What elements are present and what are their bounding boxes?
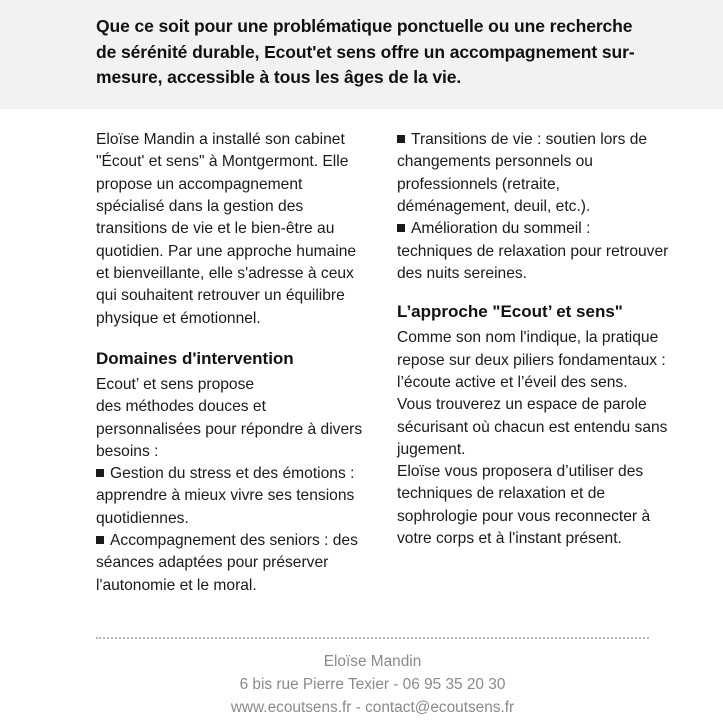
bullet-square-icon bbox=[96, 536, 104, 544]
left-section-intro-line2: des méthodes douces et personnalisées pour répondre à divers besoins : bbox=[96, 398, 363, 460]
left-bullet-2-text: Accompagnement des seniors : des séances adaptées pour préserver l'autonomie et le moral. bbox=[96, 532, 358, 594]
right-paragraph-1: Comme son nom l'indique, la pratique repose sur deux piliers fondamentaux : l’écoute active et l’éveil des sens. bbox=[397, 329, 666, 391]
left-section-title: Domaines d'intervention bbox=[96, 348, 294, 368]
left-bullet-1-text: Gestion du stress et des émotions : apprendre à mieux vivre ses tensions quotidiennes. bbox=[96, 465, 355, 527]
body-content bbox=[0, 109, 723, 597]
left-bullet-1 bbox=[96, 463, 369, 530]
bullet-square-icon bbox=[397, 224, 405, 232]
footer-address: 6 bis rue Pierre Texier - 06 95 35 20 30 bbox=[239, 675, 506, 693]
two-column-layout bbox=[96, 129, 669, 597]
footer bbox=[96, 637, 649, 719]
right-bullet-2 bbox=[397, 218, 670, 285]
right-bullet-1-text: Transitions de vie : soutien lors de changements personnels ou professionnels (retraite, déménagement, deuil, etc.). bbox=[397, 131, 648, 216]
bullet-square-icon bbox=[397, 135, 405, 143]
footer-name: Eloïse Mandin bbox=[323, 652, 422, 670]
right-column bbox=[397, 129, 670, 550]
header-lede: Que ce soit pour une problématique ponctuelle ou une recherche de sérénité durable, Ecout'et sens offre un accompagnement sur-mesure, accessible à tous les âges de la vie. bbox=[96, 16, 635, 88]
left-section-intro-line1: Ecout’ et sens propose bbox=[96, 375, 255, 393]
left-intro-paragraph: Eloïse Mandin a installé son cabinet "Écout' et sens" à Montgermont. Elle propose un accompagnement spécialisé dans la gestion des transitions de vie et le bien-être au quotidien. Par une approche humaine et bienveillante, elle s'adresse à ceux qui souhaitent retrouver un équilibre physique et émotionnel. bbox=[96, 131, 357, 327]
footer-contact: www.ecoutsens.fr - contact@ecoutsens.fr bbox=[230, 698, 515, 716]
right-bullet-1 bbox=[397, 129, 670, 218]
right-bullet-2-text: Amélioration du sommeil : techniques de relaxation pour retrouver des nuits sereines. bbox=[397, 220, 669, 282]
right-paragraph-2: Vous trouverez un espace de parole sécurisant où chacun est entendu sans jugement. bbox=[397, 396, 668, 458]
left-bullet-2 bbox=[96, 530, 369, 597]
right-section-title: L’approche "Ecout’ et sens" bbox=[397, 302, 623, 322]
right-paragraph-3: Eloïse vous proposera d’utiliser des techniques de relaxation et de sophrologie pour vous reconnecter à votre corps et à l'instant présent. bbox=[397, 463, 651, 547]
bullet-square-icon bbox=[96, 469, 104, 477]
left-column bbox=[96, 129, 369, 597]
header-band bbox=[0, 0, 723, 109]
